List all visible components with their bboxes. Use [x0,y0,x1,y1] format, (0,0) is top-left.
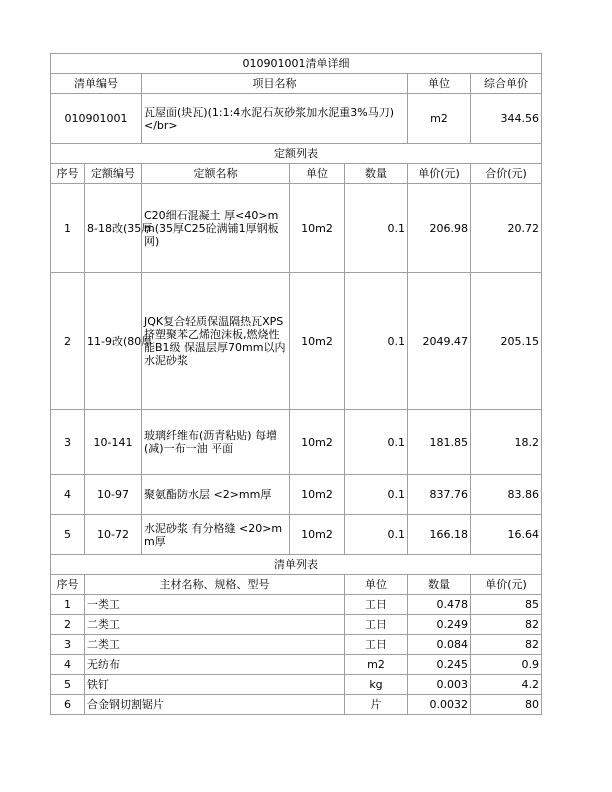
quota-unit-header: 单位 [290,164,345,184]
table-row [51,655,542,675]
material-unit: m2 [345,655,408,675]
bill-name-header: 项目名称 [142,74,408,94]
material-header-row [51,575,542,595]
quota-name: 玻璃纤维布(沥青粘贴) 每增(减)一布一油 平面 [142,410,290,475]
table-row [51,675,542,695]
table-row [51,515,542,555]
quota-unit-price: 181.85 [408,410,471,475]
material-unit-header: 单位 [345,575,408,595]
material-unit: 片 [345,695,408,715]
quota-name: 聚氨酯防水层 <2>mm厚 [142,475,290,515]
quota-qty: 0.1 [345,184,408,273]
quota-seq-header: 序号 [51,164,85,184]
material-qty: 0.478 [408,595,471,615]
bill-price: 344.56 [471,94,542,144]
material-seq: 1 [51,595,85,615]
quota-section-title: 定额列表 [51,144,542,164]
quota-code: 8-18改(35厚 [85,184,142,273]
material-seq: 4 [51,655,85,675]
material-unit-price-header: 单价(元) [471,575,542,595]
quota-name: C20细石混凝土 厚<40>mm(35厚C25砼满铺1厚钢板网) [142,184,290,273]
quota-total: 205.15 [471,273,542,410]
quota-qty: 0.1 [345,515,408,555]
bill-row [51,94,542,144]
material-unit-price: 80 [471,695,542,715]
table-row [51,475,542,515]
quota-seq: 1 [51,184,85,273]
bill-unit-header: 单位 [408,74,471,94]
table-title: 010901001清单详细 [51,54,542,74]
bill-header-row [51,74,542,94]
table-row [51,273,542,410]
quota-total-header: 合价(元) [471,164,542,184]
table-row [51,615,542,635]
quota-name: JQK复合轻质保温隔热瓦XPS挤塑聚苯乙烯泡沫板,燃烧性能B1级 保温层厚70mm以内 水泥砂浆 [142,273,290,410]
quota-code: 11-9改(80厚 [85,273,142,410]
quota-seq: 2 [51,273,85,410]
material-seq: 5 [51,675,85,695]
quota-total: 20.72 [471,184,542,273]
material-qty: 0.003 [408,675,471,695]
quota-code-header: 定额编号 [85,164,142,184]
quota-code: 10-72 [85,515,142,555]
material-qty: 0.245 [408,655,471,675]
table-row [51,184,542,273]
material-seq: 2 [51,615,85,635]
material-qty: 0.249 [408,615,471,635]
material-unit: 工日 [345,615,408,635]
material-qty: 0.0032 [408,695,471,715]
table-row [51,595,542,615]
bill-code-header: 清单编号 [51,74,142,94]
table-row [51,695,542,715]
bill-price-header: 综合单价 [471,74,542,94]
material-seq: 6 [51,695,85,715]
material-qty-header: 数量 [408,575,471,595]
quota-unit: 10m2 [290,184,345,273]
quota-code: 10-141 [85,410,142,475]
quota-unit-price: 837.76 [408,475,471,515]
material-unit-price: 82 [471,635,542,655]
material-name: 一类工 [85,595,345,615]
material-unit-price: 82 [471,615,542,635]
material-seq: 3 [51,635,85,655]
quota-seq: 3 [51,410,85,475]
material-name: 二类工 [85,635,345,655]
quota-name-header: 定额名称 [142,164,290,184]
quota-unit: 10m2 [290,410,345,475]
quota-total: 18.2 [471,410,542,475]
quota-qty: 0.1 [345,273,408,410]
quota-unit-price: 206.98 [408,184,471,273]
material-qty: 0.084 [408,635,471,655]
quota-header-row [51,164,542,184]
quota-qty: 0.1 [345,410,408,475]
material-unit-price: 85 [471,595,542,615]
quota-unit-price-header: 单价(元) [408,164,471,184]
material-name: 二类工 [85,615,345,635]
bill-name: 瓦屋面(块瓦)(1:1:4水泥石灰砂浆加水泥重3%马刀)</br> [142,94,408,144]
quota-code: 10-97 [85,475,142,515]
material-name-header: 主材名称、规格、型号 [85,575,345,595]
quota-unit-price: 2049.47 [408,273,471,410]
quota-name: 水泥砂浆 有分格缝 <20>mm厚 [142,515,290,555]
bill-unit: m2 [408,94,471,144]
table-row [51,410,542,475]
quota-unit: 10m2 [290,515,345,555]
material-seq-header: 序号 [51,575,85,595]
quota-unit: 10m2 [290,273,345,410]
material-name: 铁钉 [85,675,345,695]
bill-code: 010901001 [51,94,142,144]
table-row [51,635,542,655]
material-unit: 工日 [345,595,408,615]
bill-detail-table [50,53,542,715]
material-name: 合金钢切割锯片 [85,695,345,715]
material-unit-price: 0.9 [471,655,542,675]
quota-seq: 5 [51,515,85,555]
material-name: 无纺布 [85,655,345,675]
quota-qty-header: 数量 [345,164,408,184]
material-unit: kg [345,675,408,695]
material-unit: 工日 [345,635,408,655]
quota-unit: 10m2 [290,475,345,515]
material-unit-price: 4.2 [471,675,542,695]
material-section-title: 清单列表 [51,555,542,575]
quota-seq: 4 [51,475,85,515]
quota-total: 16.64 [471,515,542,555]
quota-unit-price: 166.18 [408,515,471,555]
quota-qty: 0.1 [345,475,408,515]
quota-total: 83.86 [471,475,542,515]
